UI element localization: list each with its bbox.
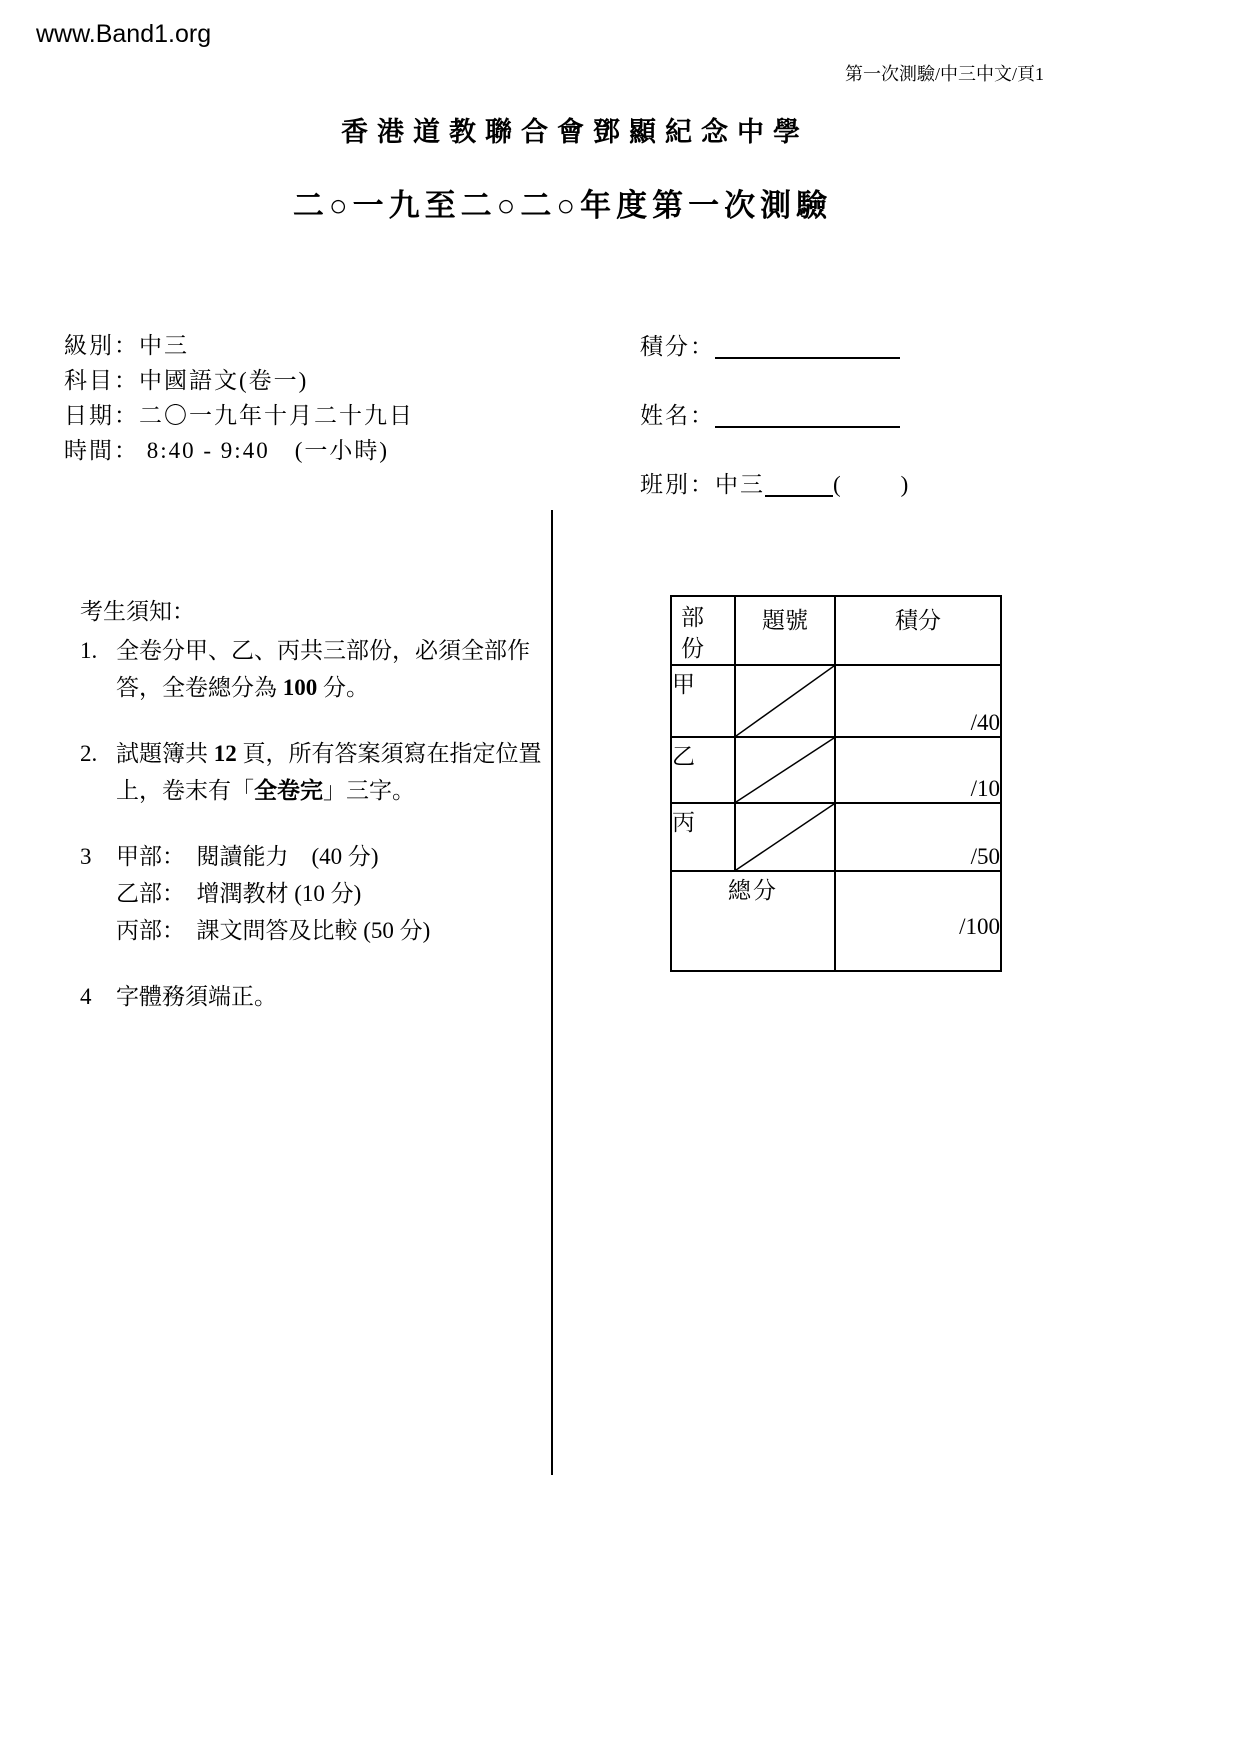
date-line: 日期：二〇一九年十月二十九日 (64, 403, 414, 428)
header-section (671, 596, 735, 665)
diagonal-cell (735, 665, 835, 737)
diagonal-cell (735, 803, 835, 871)
candidate-instructions (80, 593, 550, 1015)
instruction-number: 4 (80, 984, 92, 1009)
school-name: 香港道教聯合會鄧顯紀念中學 (341, 117, 809, 147)
total-score-cell: /100 (835, 871, 1001, 971)
table-row (671, 665, 1001, 737)
score-field-line (640, 328, 910, 363)
exam-title: 二○一九至二○二○年度第一次測驗 (292, 188, 833, 223)
section-a-line: 甲部： 閱讀能力 (40 分) (116, 844, 379, 869)
name-blank-line (715, 402, 900, 428)
instruction-text-bold: 100 (282, 675, 318, 700)
class-field-line (640, 466, 910, 501)
instruction-text (116, 735, 550, 809)
instruction-item-1 (80, 632, 550, 706)
instruction-item-3 (80, 838, 550, 949)
diagonal-line (736, 738, 834, 802)
class-field-label: 班別：中三 (640, 472, 765, 497)
instruction-text-segment: 試題簿共 (116, 741, 214, 766)
score-field-label: 積分： (640, 334, 715, 359)
section-c-line: 丙部： 課文問答及比較 (50 分) (116, 918, 431, 943)
subject-line: 科目：中國語文(卷一) (64, 368, 309, 393)
score-table-header-row (671, 596, 1001, 665)
instruction-text-bold: 全卷完 (254, 778, 323, 803)
section-c-score-cell: /50 (835, 803, 1001, 871)
watermark: www.Band1.org (36, 20, 212, 48)
exam-info-left (64, 328, 414, 468)
score-table (670, 595, 1002, 972)
total-label-cell: 總分 (671, 871, 835, 971)
table-row (671, 803, 1001, 871)
instruction-text-segment: 」三字。 (323, 778, 415, 803)
diagonal-cell (735, 737, 835, 803)
diagonal-line (736, 666, 834, 736)
section-c-cell: 丙 (671, 803, 735, 871)
name-field-label: 姓名： (640, 403, 715, 428)
score-blank-line (715, 333, 900, 359)
name-field-line (640, 397, 910, 432)
section-a-score-cell: /40 (835, 665, 1001, 737)
instruction-number: 1. (80, 638, 98, 663)
class-level-line: 級別：中三 (64, 333, 189, 358)
instruction-text (116, 632, 550, 706)
class-paren-open: ( (833, 472, 843, 497)
instruction-text: 字體務須端正。 (116, 984, 277, 1009)
time-line: 時間： 8:40 - 9:40 (一小時) (64, 438, 390, 463)
instructions-heading: 考生須知： (80, 599, 195, 624)
section-b-score-cell: /10 (835, 737, 1001, 803)
instruction-item-2 (80, 735, 550, 809)
instruction-item-4 (80, 978, 550, 1015)
instruction-text-segment: 分。 (317, 675, 369, 700)
header-section-label: 部份 (681, 605, 704, 661)
instruction-number: 2. (80, 741, 98, 766)
header-question-number: 題號 (735, 596, 835, 665)
instruction-text (116, 838, 550, 949)
table-row (671, 737, 1001, 803)
section-b-line: 乙部： 增潤教材 (10 分) (116, 881, 362, 906)
header-marks: 積分 (835, 596, 1001, 665)
diagonal-line (736, 804, 834, 870)
class-blank-line (765, 471, 833, 497)
section-a-cell: 甲 (671, 665, 735, 737)
exam-info-right (640, 328, 910, 535)
table-total-row (671, 871, 1001, 971)
page-header-reference: 第一次測驗/中三中文/頁1 (844, 64, 1044, 84)
vertical-divider (551, 510, 553, 1475)
instruction-text-bold: 12 (213, 741, 237, 766)
instruction-text-segment: 頁，所有答案須寫在指定位置上，卷末有「 (116, 741, 542, 803)
section-b-cell: 乙 (671, 737, 735, 803)
instruction-text-segment: 全卷分甲、乙、丙共三部份，必須全部作答，全卷總分為 (116, 638, 530, 700)
instruction-number: 3 (80, 844, 92, 869)
class-paren-close: ) (900, 472, 911, 497)
